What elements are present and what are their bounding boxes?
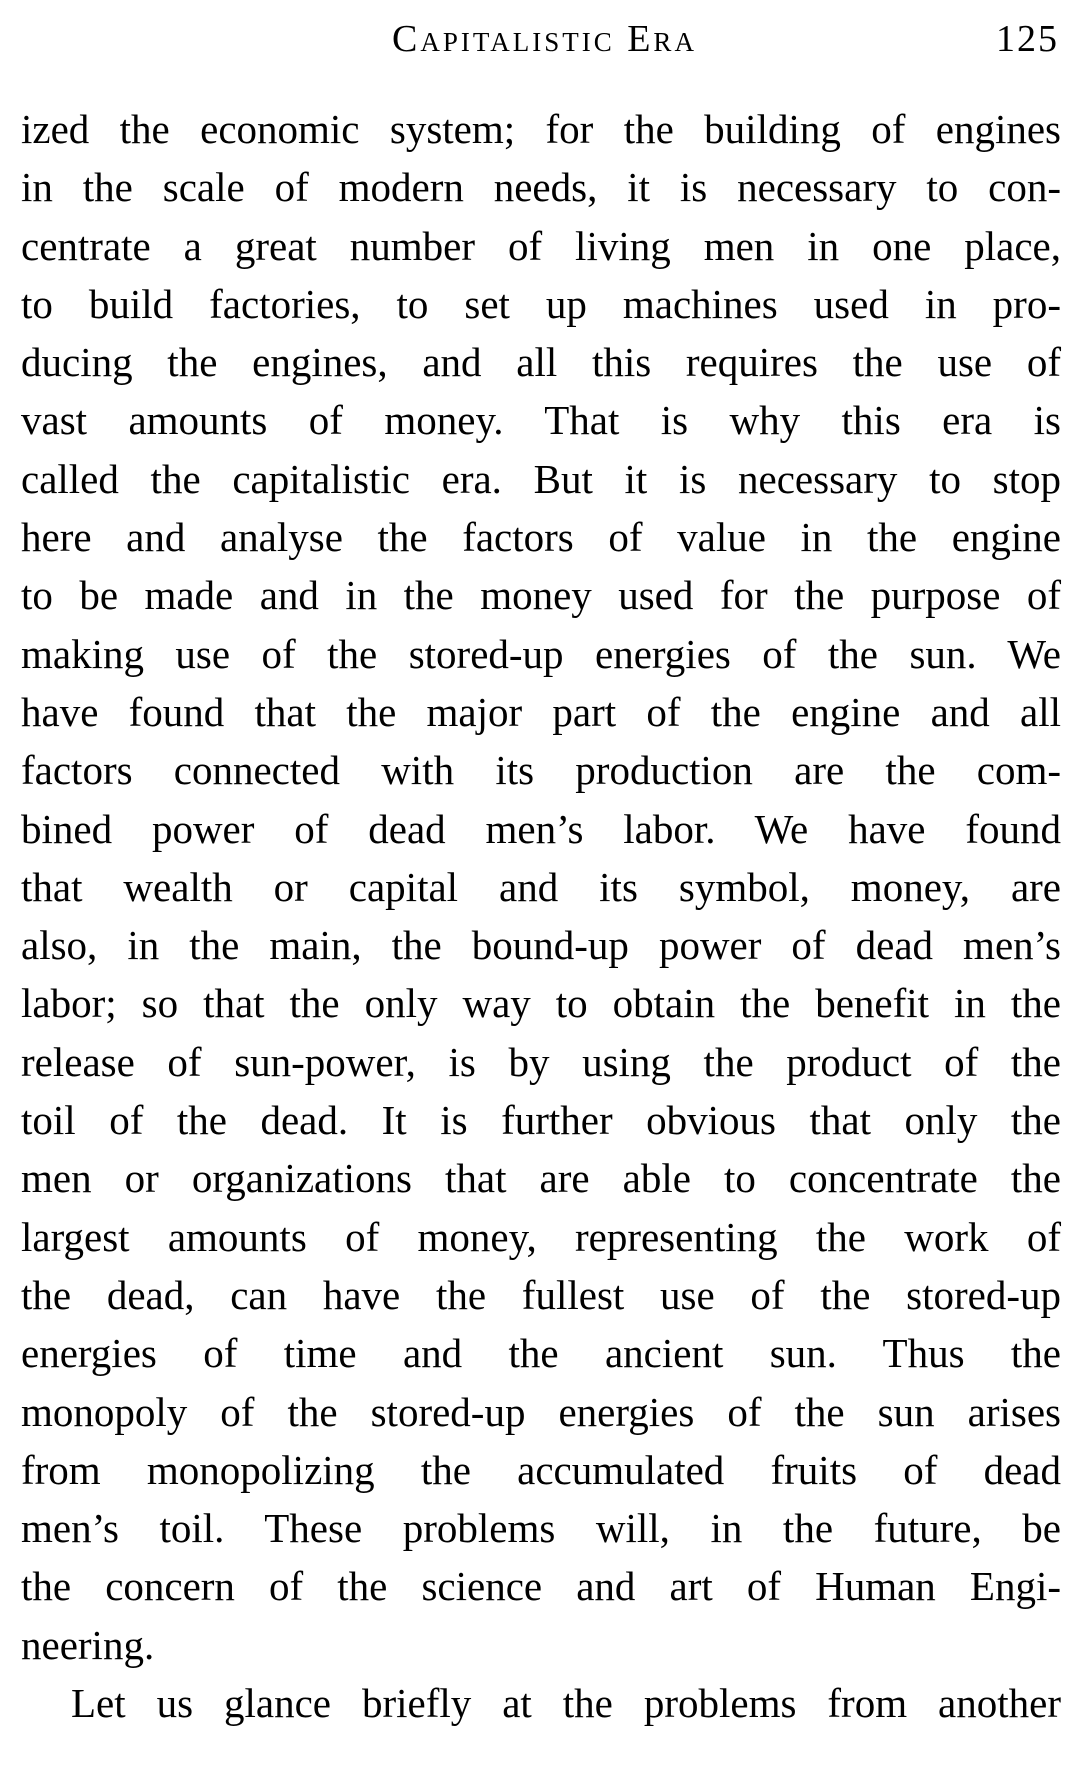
text-line: monopoly of the stored-up energies of the sun arises bbox=[21, 1388, 1061, 1435]
text-line: bined power of dead men’s labor. We have found bbox=[21, 805, 1061, 852]
running-title: Capitalistic Era bbox=[392, 18, 697, 60]
text-line: that wealth or capital and its symbol, money, are bbox=[21, 863, 1061, 910]
text-line: called the capitalistic era. But it is necessary to stop bbox=[21, 455, 1061, 502]
text-line: have found that the major part of the engine and all bbox=[21, 688, 1061, 735]
body-text bbox=[21, 100, 1061, 1732]
text-line: ducing the engines, and all this requires the use of bbox=[21, 339, 1061, 386]
text-line: toil of the dead. It is further obvious that only the bbox=[21, 1097, 1061, 1144]
text-line: the dead, can have the fullest use of the stored-up bbox=[21, 1271, 1061, 1318]
text-line: from monopolizing the accumulated fruits of dead bbox=[21, 1446, 1061, 1493]
text-line: in the scale of modern needs, it is necessary to con- bbox=[21, 164, 1061, 211]
text-line: energies of time and the ancient sun. Thus the bbox=[21, 1330, 1061, 1377]
text-line: men’s toil. These problems will, in the future, be bbox=[21, 1505, 1061, 1552]
text-line: to be made and in the money used for the purpose of bbox=[21, 572, 1061, 619]
text-line: centrate a great number of living men in one place, bbox=[21, 222, 1061, 269]
text-line: here and analyse the factors of value in the engine bbox=[21, 514, 1061, 561]
text-line: factors connected with its production are the com- bbox=[21, 747, 1061, 794]
text-line: the concern of the science and art of Human Engi- bbox=[21, 1563, 1061, 1610]
text-line: ized the economic system; for the building of engines bbox=[21, 106, 1061, 152]
running-head bbox=[0, 14, 1089, 64]
text-line-paragraph-start: Let us glance briefly at the problems from another bbox=[71, 1680, 1061, 1727]
text-line: to build factories, to set up machines used in pro- bbox=[21, 280, 1061, 327]
text-line: largest amounts of money, representing the work of bbox=[21, 1213, 1061, 1260]
text-line: labor; so that the only way to obtain the benefit in the bbox=[21, 980, 1061, 1027]
text-line: vast amounts of money. That is why this era is bbox=[21, 397, 1061, 444]
text-line-paragraph-end: neering. bbox=[21, 1621, 155, 1668]
text-line: also, in the main, the bound-up power of dead men’s bbox=[21, 922, 1061, 969]
text-line: release of sun-power, is by using the product of the bbox=[21, 1038, 1061, 1085]
page-number: 125 bbox=[996, 18, 1059, 60]
text-line: making use of the stored-up energies of the sun. We bbox=[21, 630, 1061, 677]
text-line: men or organizations that are able to concentrate the bbox=[21, 1155, 1061, 1202]
